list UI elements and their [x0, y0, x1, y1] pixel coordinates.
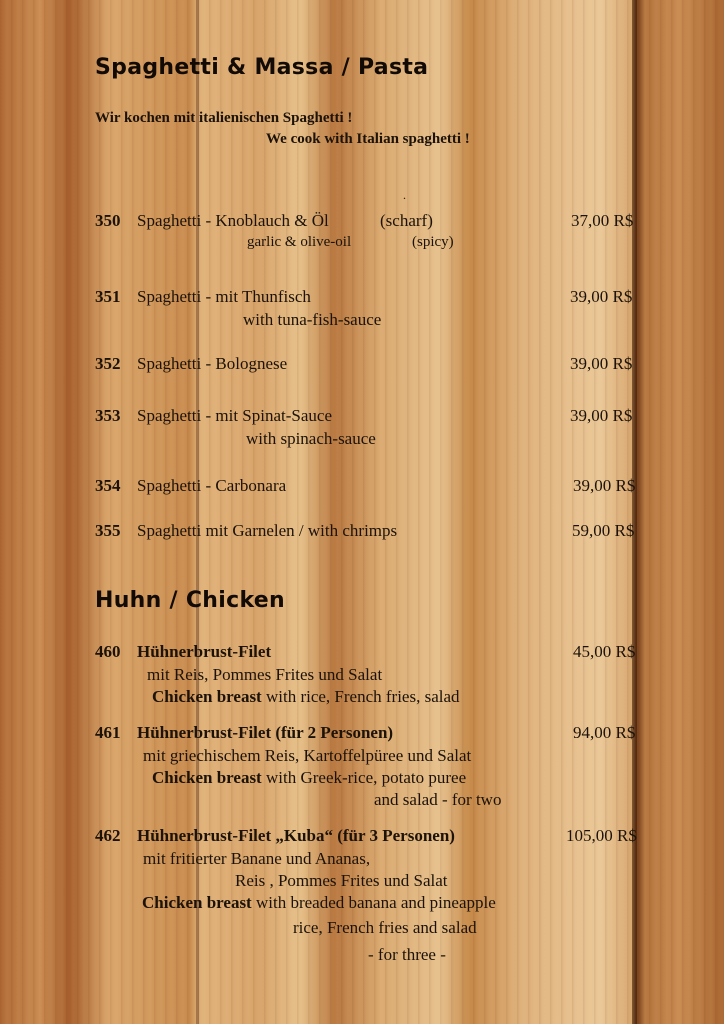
item-name: Hühnerbrust-Filet (für 2 Personen)	[137, 723, 394, 742]
item-subtitle: with spinach-sauce	[246, 429, 376, 448]
item-price: 39,00 R$	[570, 406, 633, 425]
item-note: (scharf)	[380, 211, 433, 230]
item-name: Hühnerbrust-Filet	[137, 642, 272, 661]
item-number: 460	[95, 642, 121, 661]
item-number: 355	[95, 521, 121, 540]
item-description-english: Chicken breast with breaded banana and pineapple	[142, 893, 496, 912]
item-number: 461	[95, 723, 121, 742]
plank-seam	[196, 0, 199, 1024]
pasta-section-title: Spaghetti & Massa / Pasta	[95, 55, 429, 80]
item-name: Spaghetti - Knoblauch & Öl	[137, 211, 329, 230]
item-name: Spaghetti mit Garnelen / with chrimps	[137, 521, 398, 540]
item-name: Spaghetti - mit Thunfisch	[137, 287, 311, 306]
item-description-german: mit fritierter Banane und Ananas,	[143, 849, 371, 868]
item-description-english-cont: and salad - for two	[374, 790, 502, 809]
item-serving-note: - for three -	[368, 945, 446, 964]
item-description-english: Chicken breast with Greek-rice, potato puree	[152, 768, 467, 787]
item-price: 94,00 R$	[573, 723, 636, 742]
pasta-intro-german: Wir kochen mit italienischen Spaghetti !	[95, 110, 353, 126]
item-price: 39,00 R$	[570, 354, 633, 373]
item-number: 462	[95, 826, 121, 845]
item-number: 354	[95, 476, 121, 495]
item-subtitle: with tuna-fish-sauce	[243, 310, 382, 329]
plank-seam	[632, 0, 637, 1024]
item-name: Spaghetti - mit Spinat-Sauce	[137, 406, 332, 425]
item-description-german-cont: Reis , Pommes Frites und Salat	[235, 871, 448, 890]
item-price: 59,00 R$	[572, 521, 635, 540]
item-name: Spaghetti - Bolognese	[137, 354, 288, 373]
item-price: 45,00 R$	[573, 642, 636, 661]
item-name: Spaghetti - Carbonara	[137, 476, 287, 495]
item-name: Hühnerbrust-Filet „Kuba“ (für 3 Personen)	[137, 826, 455, 845]
item-price: 105,00 R$	[566, 826, 637, 845]
item-number: 353	[95, 406, 121, 425]
item-price: 37,00 R$	[571, 211, 634, 230]
item-description-english-cont: rice, French fries and salad	[293, 918, 477, 937]
item-description-english: Chicken breast with rice, French fries, salad	[152, 687, 460, 706]
item-description-german: mit Reis, Pommes Frites und Salat	[147, 665, 383, 684]
item-price: 39,00 R$	[573, 476, 636, 495]
chicken-section-title: Huhn / Chicken	[95, 588, 285, 613]
item-price: 39,00 R$	[570, 287, 633, 306]
item-number: 352	[95, 354, 121, 373]
pasta-intro-english: We cook with Italian spaghetti !	[266, 131, 470, 147]
item-number: 351	[95, 287, 121, 306]
item-number: 350	[95, 211, 121, 230]
stray-dot: .	[403, 188, 406, 202]
item-subtitle-note: (spicy)	[412, 234, 454, 250]
item-subtitle: garlic & olive-oil	[247, 234, 352, 250]
item-description-german: mit griechischem Reis, Kartoffelpüree und Salat	[143, 746, 472, 765]
